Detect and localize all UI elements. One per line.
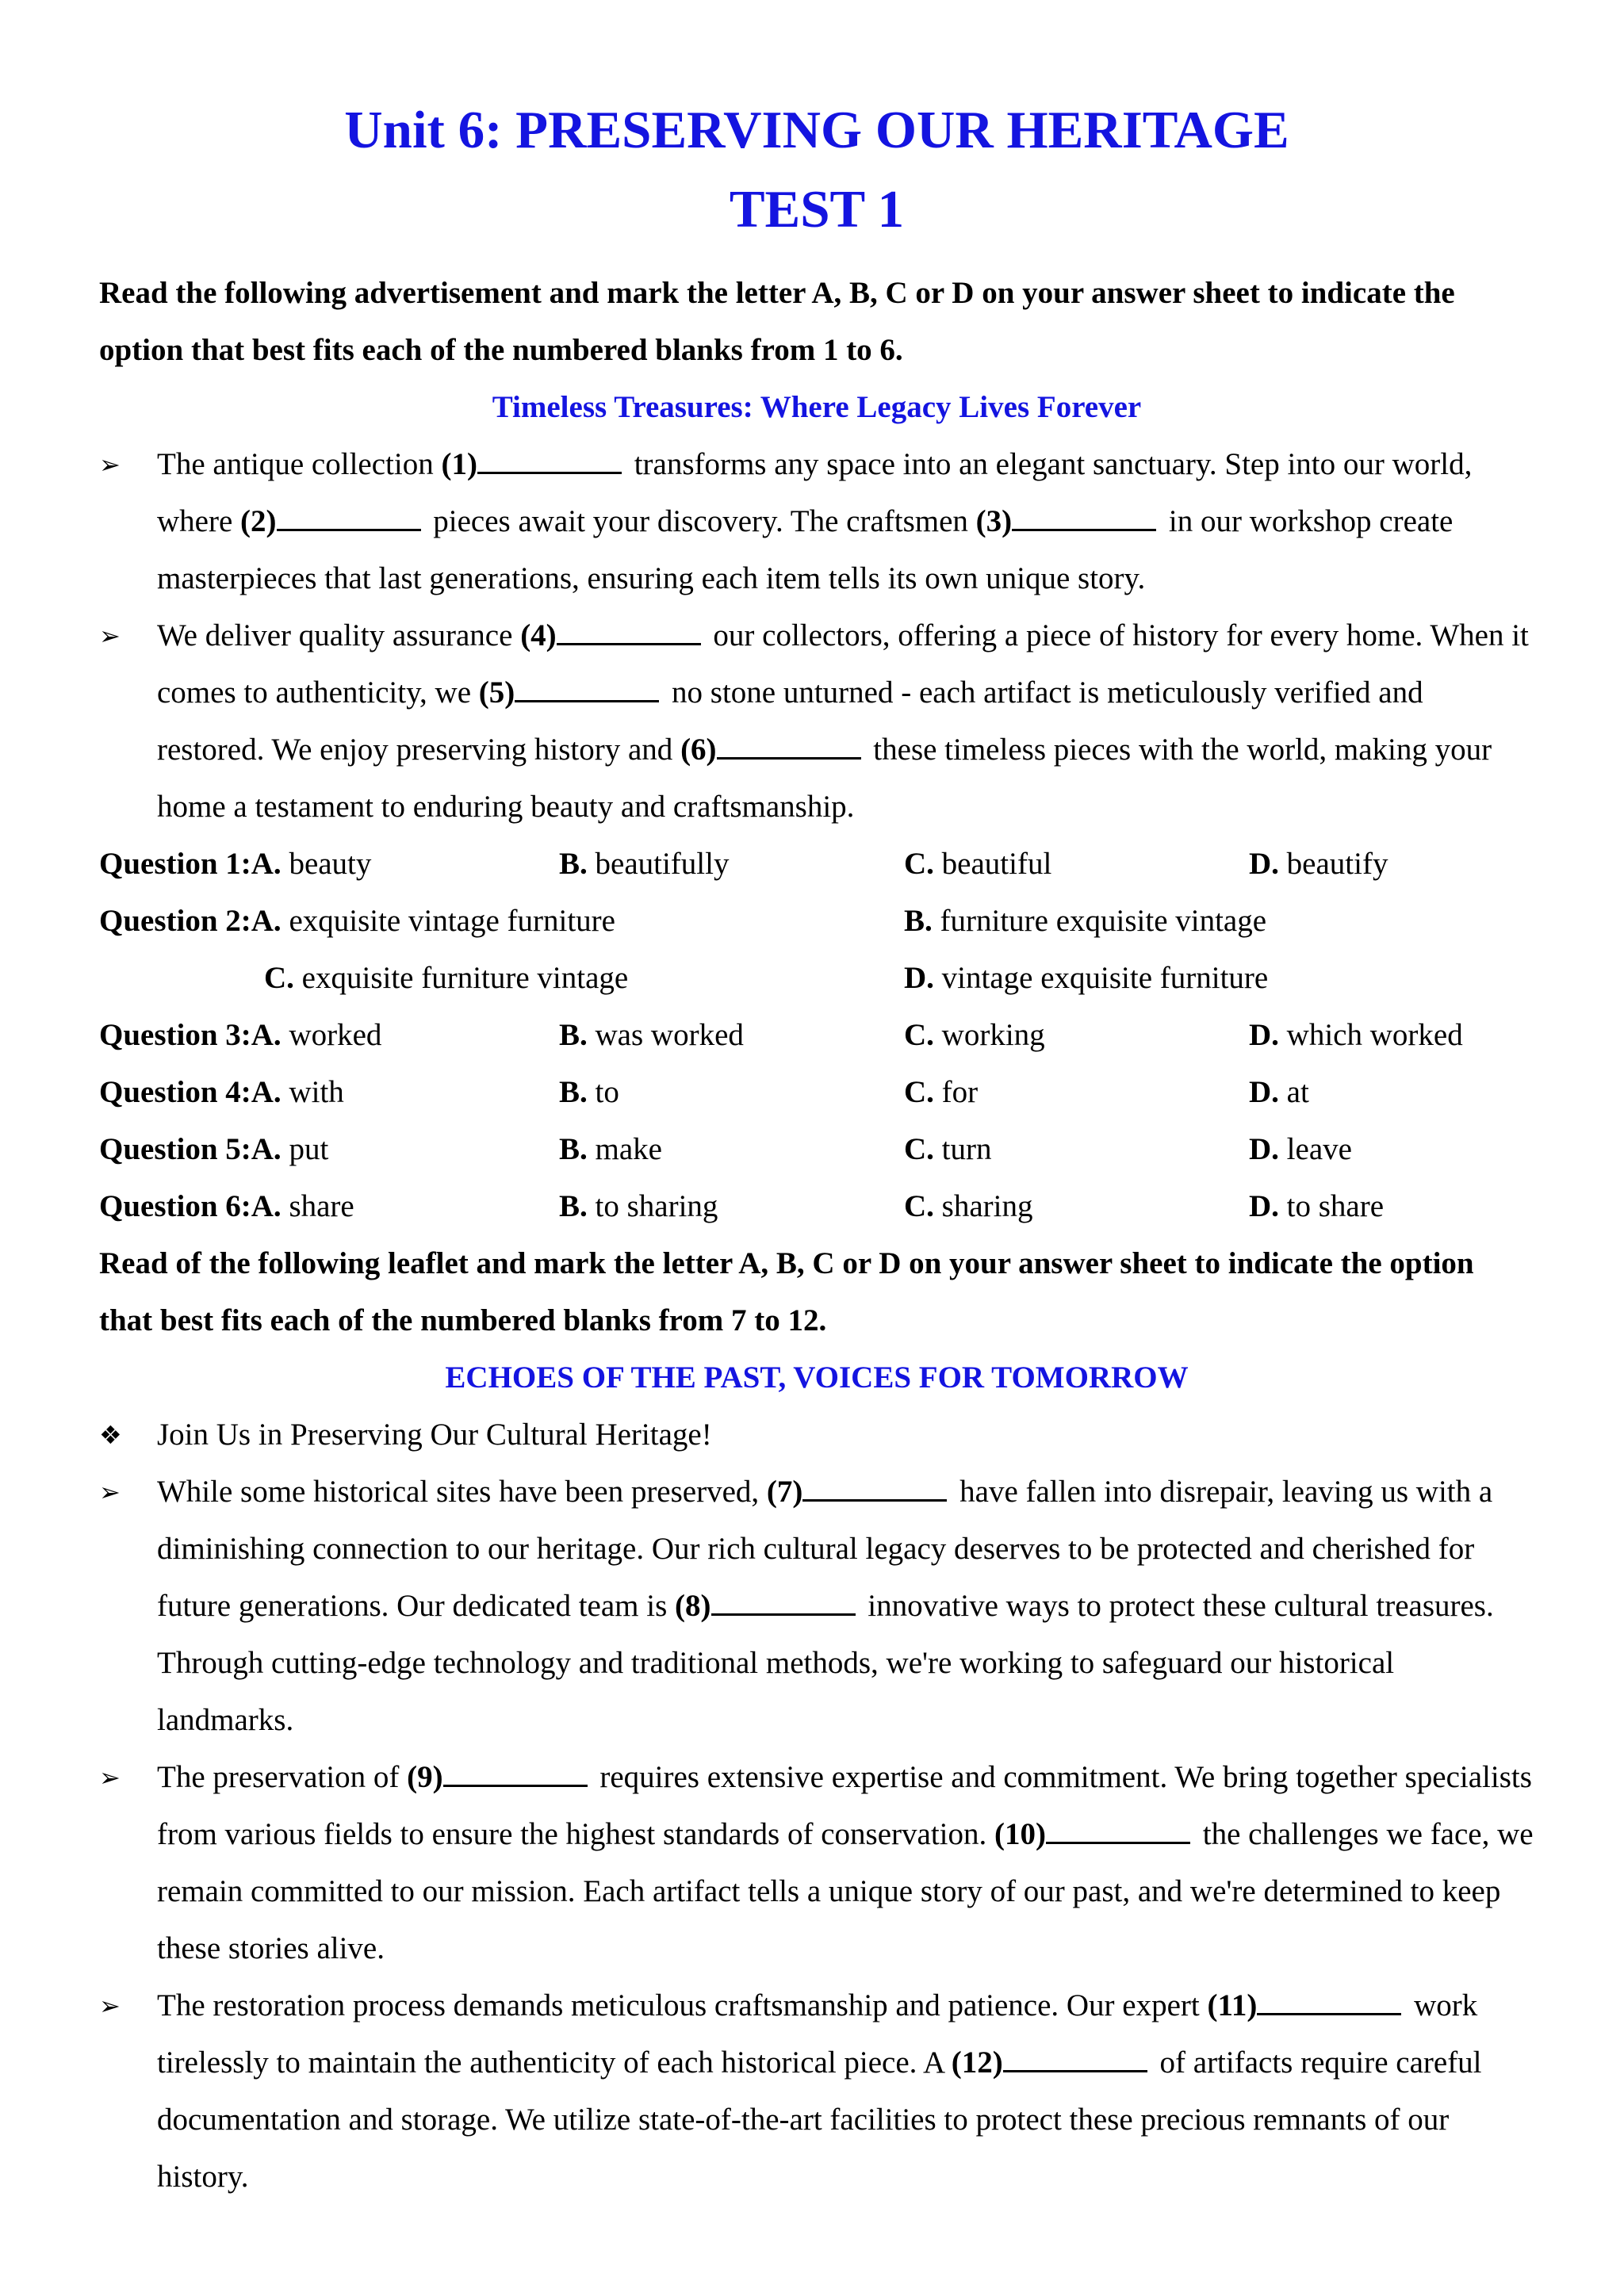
- answer-blank: [1046, 1812, 1190, 1844]
- arrow-bullet-icon: ➢: [99, 450, 121, 480]
- answer-blank: [802, 1469, 947, 1502]
- section2-instruction: Read of the following leaflet and mark the letter A, B, C or D on your answer sheet to indicate the option that best fits each of the numbered blanks from 7 to 12.: [99, 1246, 1474, 1337]
- section2-intro: ❖ Join Us in Preserving Our Cultural Heritage!: [99, 1406, 1534, 1464]
- four-diamond-icon: ❖: [99, 1420, 122, 1450]
- answer-blank: [515, 670, 659, 702]
- arrow-bullet-icon: ➢: [99, 1477, 121, 1507]
- section1-paragraph-1: ➢ The antique collection (1) transforms any space into an elegant sanctuary. Step into our world, where (2) pieces await your discovery. The craftsmen (3) in our workshop create masterpieces that last generations, ensuring each item tells its own unique story.: [99, 436, 1534, 607]
- question-5-row: Question 5:A. put B. make C. turn D. leave: [99, 1132, 1352, 1166]
- section2-heading: ECHOES OF THE PAST, VOICES FOR TOMORROW: [445, 1360, 1189, 1395]
- answer-blank: [717, 727, 861, 760]
- arrow-bullet-icon: ➢: [99, 621, 121, 651]
- answer-blank: [477, 442, 622, 474]
- section2-paragraph-1: ➢ While some historical sites have been preserved, (7) have fallen into disrepair, leaving us with a diminishing connection to our heritage. Our rich cultural legacy deserves to be protected and cherished for future generations. Our dedicated team is (8) innovative ways to protect these cultural treasures. Through cutting-edge technology and traditional methods, we're working to safeguard our historical landmarks.: [99, 1464, 1534, 1749]
- worksheet-page: [99, 0, 1534, 2206]
- question-6-row: Question 6:A. share B. to sharing C. sharing D. to share: [99, 1189, 1385, 1223]
- question-2-row-1: Question 2:A. exquisite vintage furniture B. furniture exquisite vintage: [99, 904, 1267, 938]
- question-2-row-2: C. exquisite furniture vintage D. vintage exquisite furniture: [264, 961, 1269, 995]
- answer-blank: [711, 1583, 856, 1616]
- section1-heading: Timeless Treasures: Where Legacy Lives Forever: [492, 390, 1142, 424]
- section2-paragraph-3: ➢ The restoration process demands meticulous craftsmanship and patience. Our expert (11) work tirelessly to maintain the authenticity of each historical piece. A (12) of artifacts require careful documentation and storage. We utilize state-of-the-art facilities to protect these precious remnants of our history.: [99, 1977, 1534, 2206]
- answer-blank: [277, 499, 421, 531]
- section1-instruction: Read the following advertisement and mark the letter A, B, C or D on your answer sheet to indicate the option that best fits each of the numbered blanks from 1 to 6.: [99, 276, 1455, 367]
- answer-blank: [1257, 1983, 1401, 2015]
- answer-blank: [443, 1755, 588, 1787]
- section2-paragraph-2: ➢ The preservation of (9) requires extensive expertise and commitment. We bring together specialists from various fields to ensure the highest standards of conservation. (10) the challenges we face, we remain committed to our mission. Each artifact tells a unique story of our past, and we're determined to keep these stories alive.: [99, 1749, 1534, 1977]
- question-1-row: Question 1:A. beauty B. beautifully C. beautiful D. beautify: [99, 847, 1388, 881]
- answer-blank: [1012, 499, 1156, 531]
- answer-blank: [557, 613, 701, 645]
- question-3-row: Question 3:A. worked B. was worked C. working D. which worked: [99, 1018, 1463, 1052]
- test-title: TEST 1: [729, 180, 905, 239]
- answer-blank: [1003, 2040, 1147, 2072]
- page-title: Unit 6: PRESERVING OUR HERITAGE: [344, 101, 1289, 159]
- arrow-bullet-icon: ➢: [99, 1991, 121, 2021]
- question-4-row: Question 4:A. with B. to C. for D. at: [99, 1075, 1309, 1109]
- arrow-bullet-icon: ➢: [99, 1762, 121, 1793]
- section1-paragraph-2: ➢ We deliver quality assurance (4) our collectors, offering a piece of history for every home. When it comes to authenticity, we (5) no stone unturned - each artifact is meticulously verified and restored. We enjoy preserving history and (6) these timeless pieces with the world, making your home a testament to enduring beauty and craftsmanship.: [99, 607, 1534, 836]
